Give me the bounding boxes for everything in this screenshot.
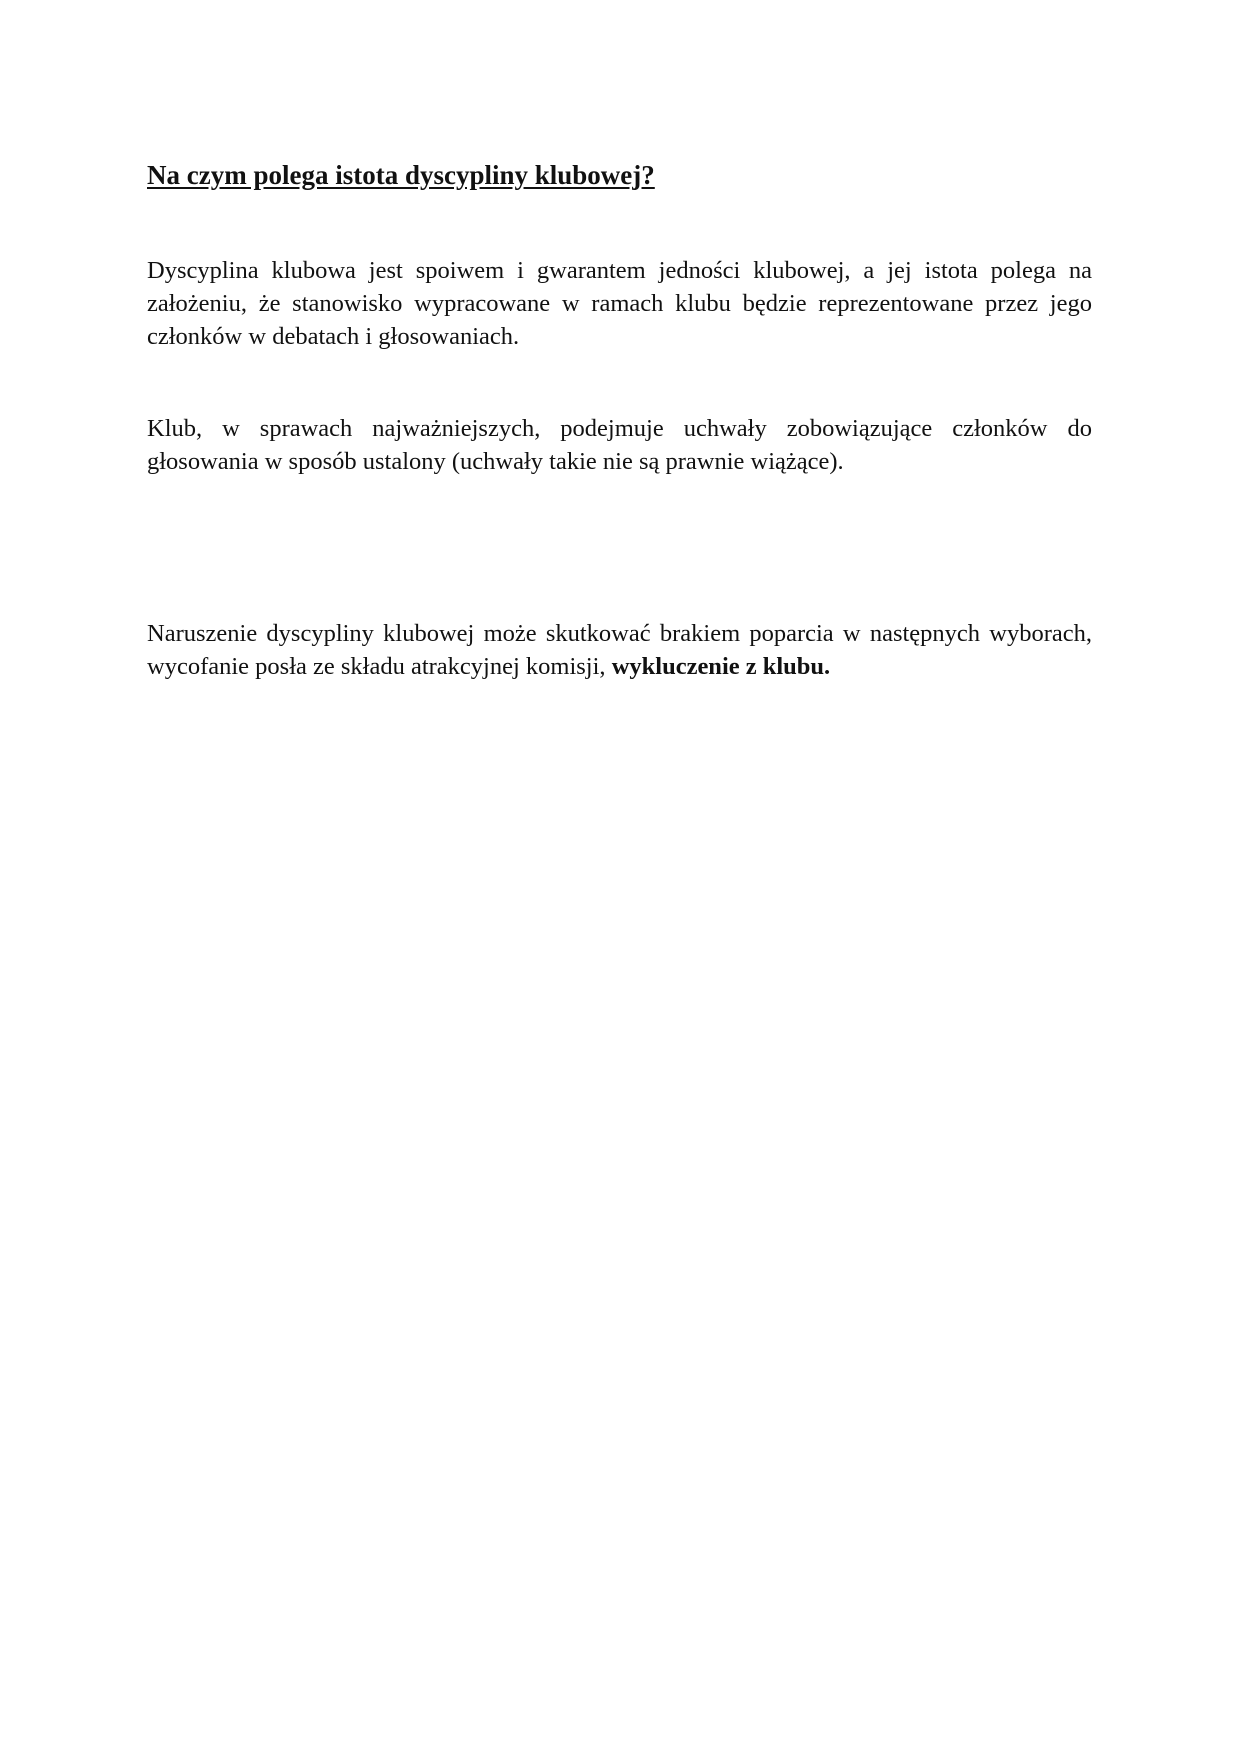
document-title: Na czym polega istota dyscypliny klubowej? [147,160,655,190]
paragraph-violation-bold: wykluczenie z klubu. [611,653,831,680]
paragraph-violation-text: Naruszenie dyscypliny klubowej może skutkować brakiem poparcia w następnych wyborach, wycofanie posła ze składu atrakcyjnej komisji, [147,620,1092,680]
paragraph-club-resolutions: Klub, w sprawach najważniejszych, podejmuje uchwały zobowiązujące członków do głosowania w sposób ustalony (uchwały takie nie są prawnie wiążące). [147,415,1092,475]
paragraph-club-discipline-definition: Dyscyplina klubowa jest spoiwem i gwarantem jedności klubowej, a jej istota polega na założeniu, że stanowisko wypracowane w ramach klubu będzie reprezentowane przez jego członków w debatach i głosowaniach. [147,257,1092,350]
paragraph-discipline-violation [147,617,1092,683]
